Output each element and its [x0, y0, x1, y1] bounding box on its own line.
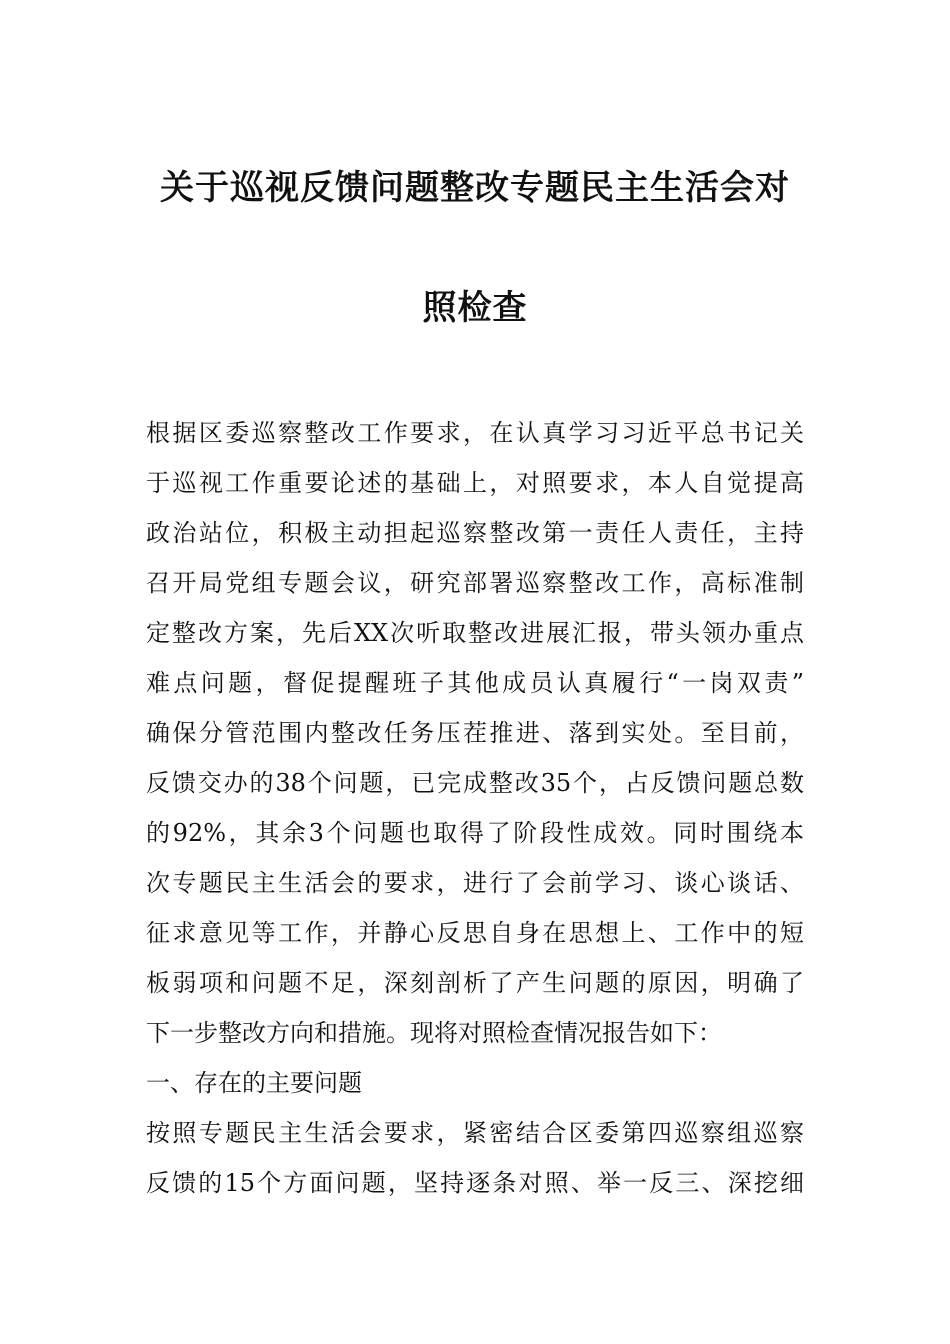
paragraph-line: 根据区委巡察整改工作要求，在认真学习习近平总书记关 [146, 419, 804, 447]
document-body [146, 408, 804, 1208]
paragraph-line: 政治站位，积极主动担起巡察整改第一责任人责任，主持 [146, 519, 804, 547]
paragraph-line: 征求意见等工作，并静心反思自身在思想上、工作中的短 [146, 919, 804, 947]
document-title-line-2: 照检查 [422, 288, 528, 328]
paragraph-line: 反馈交办的38个问题，已完成整改35个，占反馈问题总数 [146, 769, 804, 797]
paragraph-line: 反馈的15个方面问题，坚持逐条对照、举一反三、深挖细 [146, 1169, 804, 1197]
section-heading: 一、存在的主要问题 [146, 1069, 362, 1097]
paragraph-line: 下一步整改方向和措施。现将对照检查情况报告如下： [146, 1019, 722, 1047]
paragraph-line: 难点问题，督促提醒班子其他成员认真履行“一岗双责” [146, 669, 804, 697]
paragraph-line: 次专题民主生活会的要求，进行了会前学习、谈心谈话、 [146, 869, 804, 897]
document-title-line-1: 关于巡视反馈问题整改专题民主生活会对 [160, 168, 790, 208]
paragraph-line: 于巡视工作重要论述的基础上，对照要求，本人自觉提高 [146, 469, 804, 497]
paragraph-line: 按照专题民主生活会要求，紧密结合区委第四巡察组巡察 [146, 1119, 804, 1147]
paragraph-line: 定整改方案，先后XX次听取整改进展汇报，带头领办重点 [146, 619, 804, 647]
paragraph-line: 召开局党组专题会议，研究部署巡察整改工作，高标准制 [146, 569, 804, 597]
paragraph-line: 板弱项和问题不足，深刻剖析了产生问题的原因，明确了 [146, 969, 804, 997]
paragraph-line: 的92%，其余3个问题也取得了阶段性成效。同时围绕本 [146, 819, 804, 847]
paragraph-line: 确保分管范围内整改任务压茬推进、落到实处。至目前， [146, 719, 804, 747]
